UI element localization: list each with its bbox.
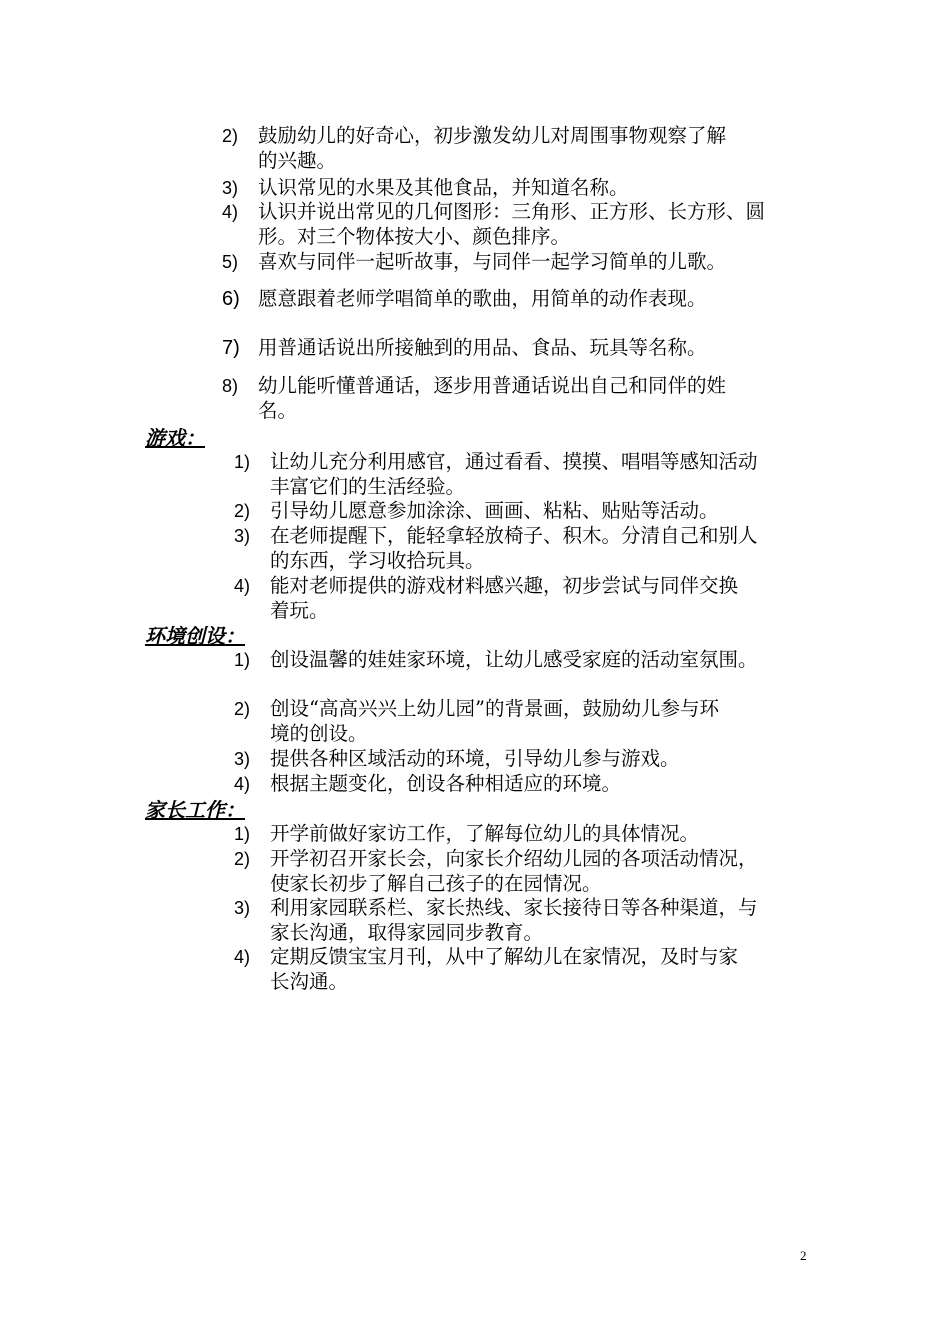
item-number: 1)	[234, 824, 251, 844]
item-text: 根据主题变化，创设各种相适应的环境。	[270, 772, 622, 795]
item-number: 4)	[234, 774, 251, 794]
section-heading-environment: 环境创设：	[145, 624, 245, 648]
item-text: 的东西，学习收拾玩具。	[270, 549, 485, 572]
item-text: 的兴趣。	[258, 149, 337, 172]
item-text: 创设“高高兴兴上幼儿园”的背景画，鼓励幼儿参与环	[270, 697, 719, 720]
item-text: 形。对三个物体按大小、颜色排序。	[258, 225, 571, 248]
item-number: 2)	[234, 849, 251, 869]
item-number: 4)	[234, 576, 251, 596]
item-number: 5)	[222, 252, 239, 272]
item-text: 幼儿能听懂普通话，逐步用普通话说出自己和同伴的姓	[258, 374, 727, 397]
item-text: 认识并说出常见的几何图形：三角形、正方形、长方形、圆	[258, 200, 766, 223]
section-heading-games: 游戏：	[145, 426, 205, 450]
item-text: 认识常见的水果及其他食品，并知道名称。	[258, 176, 629, 199]
item-text: 名。	[258, 399, 298, 422]
item-number: 3)	[234, 526, 251, 546]
item-number: 2)	[222, 126, 239, 146]
item-number: 3)	[222, 178, 239, 198]
item-number: 8)	[222, 376, 239, 396]
item-text: 家长沟通，取得家园同步教育。	[270, 921, 544, 944]
item-number: 3)	[234, 749, 251, 769]
item-number: 3)	[234, 898, 251, 918]
item-text: 愿意跟着老师学唱简单的歌曲，用简单的动作表现。	[258, 287, 707, 310]
item-number: 2)	[234, 699, 251, 719]
item-text: 利用家园联系栏、家长热线、家长接待日等各种渠道，与	[270, 896, 758, 919]
item-text: 着玩。	[270, 599, 329, 622]
item-number: 7)	[222, 337, 240, 359]
item-text: 喜欢与同伴一起听故事，与同伴一起学习简单的儿歌。	[258, 250, 727, 273]
item-text: 创设温馨的娃娃家环境，让幼儿感受家庭的活动室氛围。	[270, 648, 758, 671]
item-number: 6)	[222, 288, 240, 310]
item-text: 丰富它们的生活经验。	[270, 475, 466, 498]
item-number: 1)	[234, 650, 251, 670]
item-number: 4)	[234, 947, 251, 967]
item-text: 让幼儿充分利用感官，通过看看、摸摸、唱唱等感知活动	[270, 450, 758, 473]
item-text: 长沟通。	[270, 970, 349, 993]
item-number: 2)	[234, 501, 251, 521]
item-text: 在老师提醒下，能轻拿轻放椅子、积木。分清自己和别人	[270, 524, 758, 547]
item-text: 引导幼儿愿意参加涂涂、画画、粘粘、贴贴等活动。	[270, 499, 719, 522]
item-text: 鼓励幼儿的好奇心，初步激发幼儿对周围事物观察了解	[258, 124, 727, 147]
item-text: 能对老师提供的游戏材料感兴趣，初步尝试与同伴交换	[270, 574, 739, 597]
item-text: 境的创设。	[270, 722, 368, 745]
item-number: 1)	[234, 452, 251, 472]
page-number: 2	[800, 1248, 807, 1263]
item-text: 开学初召开家长会，向家长介绍幼儿园的各项活动情况，	[270, 847, 758, 870]
item-text: 提供各种区域活动的环境，引导幼儿参与游戏。	[270, 747, 680, 770]
item-text: 使家长初步了解自己孩子的在园情况。	[270, 872, 602, 895]
item-text: 开学前做好家访工作，了解每位幼儿的具体情况。	[270, 822, 700, 845]
section-heading-parents: 家长工作：	[145, 798, 245, 822]
item-number: 4)	[222, 202, 239, 222]
item-text: 用普通话说出所接触到的用品、食品、玩具等名称。	[258, 336, 707, 359]
item-text: 定期反馈宝宝月刊，从中了解幼儿在家情况，及时与家	[270, 945, 739, 968]
